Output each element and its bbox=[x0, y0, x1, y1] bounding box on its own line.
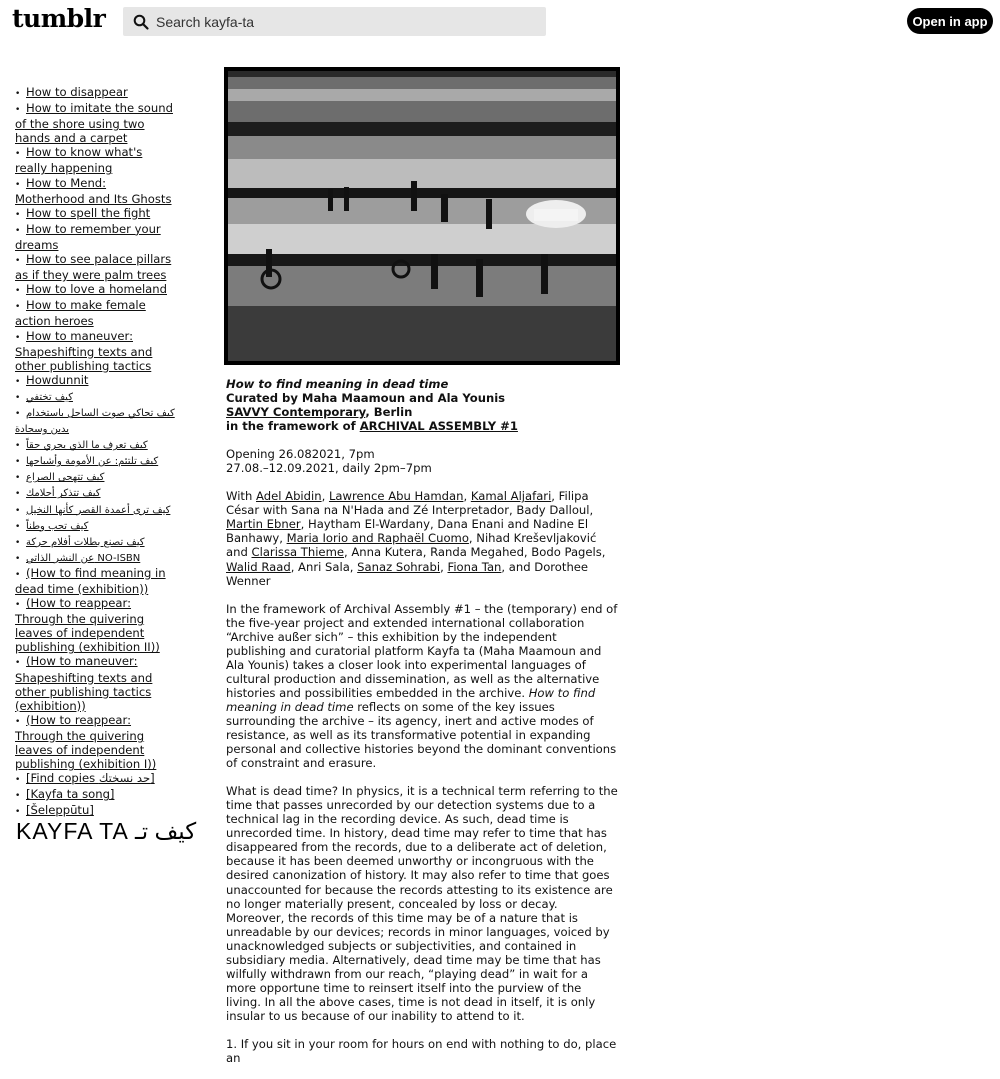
sidebar-item bbox=[15, 550, 175, 566]
sidebar-link[interactable]: كيف تتذكر أحلامك bbox=[26, 488, 101, 500]
sidebar-link[interactable]: [Šeleppūtu] bbox=[26, 803, 94, 818]
bullet: • bbox=[15, 775, 21, 786]
sidebar-item bbox=[15, 437, 175, 453]
bullet: • bbox=[15, 105, 21, 116]
sidebar-item bbox=[15, 534, 175, 550]
sidebar-link[interactable]: How to make female action heroes bbox=[15, 298, 146, 329]
sidebar-link[interactable]: (How to reappear: Through the quivering leaves of independent publishing (exhibition I)) bbox=[15, 712, 157, 772]
bullet: • bbox=[15, 376, 21, 387]
artist-link[interactable]: Maria Iorio and Raphaël Cuomo bbox=[286, 531, 469, 546]
framework-prefix: in the framework of bbox=[226, 419, 360, 434]
sidebar-item bbox=[15, 566, 175, 596]
sidebar-link[interactable]: كيف تتهجى الصراع bbox=[26, 472, 105, 484]
sidebar-item bbox=[15, 596, 175, 654]
sidebar-item bbox=[15, 453, 175, 469]
bullet: • bbox=[15, 89, 21, 99]
bullet: • bbox=[15, 791, 21, 802]
post-title bbox=[226, 377, 618, 391]
open-in-app-button[interactable]: Open in app bbox=[907, 8, 993, 34]
sidebar-item bbox=[15, 282, 175, 298]
with-prefix: With bbox=[226, 489, 257, 504]
sidebar-link[interactable]: Howdunnit bbox=[26, 372, 89, 387]
sidebar-link[interactable]: كيف ترى أعمدة القصر كأنها النخيل bbox=[26, 504, 171, 516]
photo-collage-image bbox=[226, 69, 618, 363]
sidebar-link[interactable]: How to see palace pillars as if they were palm trees bbox=[15, 252, 172, 283]
bullet: • bbox=[15, 553, 21, 564]
intro-text: In the framework of Archival Assembly #1 – the (temporary) end of the five-year project and extended international collaboration “Archive außer sich” – this exhibition by the independent publishing and curatorial platform Kayfa ta (Maha Maamoun and Ala Younis) takes a closer look into experimental languages of cultural production and dissemination, as well as the alternative histories and possibilities embedded in the archive. bbox=[226, 601, 618, 700]
sidebar-item bbox=[15, 373, 175, 389]
post-photo[interactable] bbox=[226, 69, 618, 363]
bullet: • bbox=[15, 408, 21, 419]
sidebar-link[interactable]: How to imitate the sound of the shore using two hands and a carpet bbox=[15, 101, 173, 146]
venue-line bbox=[226, 405, 618, 419]
sidebar-item bbox=[15, 145, 175, 175]
bullet: • bbox=[15, 489, 21, 500]
framework-link[interactable]: ARCHIVAL ASSEMBLY #1 bbox=[359, 419, 518, 434]
artist-link[interactable]: Martin Ebner bbox=[226, 517, 301, 532]
bullet: • bbox=[15, 569, 21, 580]
participants-text: , Haytham El-Wardany, Dana Enani and Nadine El Banhawy, bbox=[226, 517, 589, 546]
tumblr-logo[interactable]: tumblr bbox=[12, 4, 106, 33]
search-icon bbox=[126, 7, 156, 36]
search-input[interactable] bbox=[156, 14, 536, 30]
bullet: • bbox=[15, 505, 21, 516]
sidebar-item bbox=[15, 787, 175, 803]
sidebar-item bbox=[15, 298, 175, 328]
bullet: • bbox=[15, 521, 21, 532]
intro-paragraph bbox=[226, 602, 618, 771]
sidebar-link[interactable]: [Kayfa ta song] bbox=[26, 787, 115, 802]
venue-suffix: , Berlin bbox=[365, 405, 413, 420]
dates-paragraph bbox=[226, 447, 618, 475]
bullet: • bbox=[15, 286, 21, 297]
sidebar-item bbox=[15, 405, 175, 437]
sidebar-item bbox=[15, 485, 175, 501]
list-paragraph: 1. If you sit in your room for hours on end with nothing to do, place an bbox=[226, 1036, 617, 1066]
sidebar-item bbox=[15, 206, 175, 222]
sidebar-link[interactable]: How to spell the fight bbox=[26, 205, 151, 220]
bullet: • bbox=[15, 302, 21, 313]
bullet: • bbox=[15, 179, 21, 190]
artist-link[interactable]: Adel Abidin bbox=[256, 489, 322, 504]
sidebar-item bbox=[15, 329, 175, 373]
sidebar-link[interactable]: How to maneuver: Shapeshifting texts and other publishing tactics bbox=[15, 328, 153, 373]
artist-link[interactable]: Lawrence Abu Hamdan bbox=[328, 489, 464, 504]
participants-paragraph: With Adel Abidin, Lawrence Abu Hamdan, Kamal Aljafari, Filipa César with Sana na N'Hada and Zé Interpretador, Bady Dalloul, Martin Ebner, Haytham El-Wardany, Dana Enani and Nadine El Banhawy, Maria Iorio and Raphaël Cuomo, Nihad Kreševljaković and Clarissa Thieme, Anna Kutera, Randa Megahed, Bodo Pagels, Walid Raad, Anri Sala, Sanaz Sohrabi, Fiona Tan, and Dorothee Wenner bbox=[226, 489, 606, 588]
bullet: • bbox=[15, 256, 21, 267]
post-title-text: How to find meaning in dead time bbox=[226, 377, 449, 391]
sidebar-link[interactable]: كيف تلتئم: عن الأمومة وأشباحها bbox=[26, 456, 159, 468]
bullet: • bbox=[15, 600, 21, 611]
bullet: • bbox=[15, 225, 21, 236]
sidebar-link[interactable]: كيف تعرف ما الذي يجري حقاً bbox=[26, 440, 148, 452]
bullet: • bbox=[15, 149, 21, 160]
bullet: • bbox=[15, 716, 21, 727]
search-bar[interactable] bbox=[123, 7, 546, 36]
sidebar-link[interactable]: كيف تحاكي صوت الساحل باستخدام يدين وسجادة bbox=[15, 407, 175, 436]
bullet: • bbox=[15, 537, 21, 548]
venue-link[interactable]: SAVVY Contemporary bbox=[226, 405, 366, 420]
sidebar-item bbox=[15, 85, 175, 101]
sidebar-link[interactable]: كيف تختفي bbox=[26, 391, 73, 403]
sidebar-link[interactable]: عن النشر الذاتي NO-ISBN bbox=[26, 552, 141, 564]
participants-text: , Anri Sala, bbox=[290, 559, 358, 574]
bullet: • bbox=[15, 392, 21, 403]
participants-text: , Filipa César with Sana na N'Hada and Zé Interpretador, Bady Dalloul, bbox=[226, 489, 594, 518]
bullet: • bbox=[15, 807, 21, 818]
participants-text: , Anna Kutera, Randa Megahed, Bodo Pagels, bbox=[344, 545, 606, 560]
dates-text: 27.08.–12.09.2021, daily 2pm–7pm bbox=[226, 461, 432, 476]
sidebar-link[interactable]: (How to reappear: Through the quivering leaves of independent publishing (exhibition II)) bbox=[15, 596, 160, 655]
participants-text: , and Dorothee Wenner bbox=[226, 559, 589, 588]
sidebar-link[interactable]: How to love a homeland bbox=[26, 282, 167, 297]
sidebar-item bbox=[15, 252, 175, 282]
bullet: • bbox=[15, 441, 21, 452]
sidebar-link[interactable]: How to remember your dreams bbox=[15, 221, 161, 252]
sidebar-link[interactable]: كيف تحب وطناً bbox=[26, 520, 89, 532]
curators-line: Curated by Maha Maamoun and Ala Younis bbox=[226, 391, 506, 406]
artist-link[interactable]: Walid Raad bbox=[226, 559, 291, 574]
participants-text: , Nihad Kreševljaković and bbox=[226, 531, 597, 560]
sidebar-nav bbox=[15, 85, 175, 820]
sidebar-link[interactable]: How to disappear bbox=[26, 85, 128, 99]
blog-brand-title: KAYFA TA كيف تـ bbox=[16, 818, 197, 844]
sidebar-item bbox=[15, 502, 175, 518]
bullet: • bbox=[15, 473, 21, 484]
sidebar-item bbox=[15, 176, 175, 206]
opening-text: Opening 26.082021, 7pm bbox=[226, 447, 375, 462]
sidebar-item bbox=[15, 222, 175, 252]
bullet: • bbox=[15, 332, 21, 343]
sidebar-item bbox=[15, 469, 175, 485]
post bbox=[226, 69, 618, 1079]
sidebar-item bbox=[15, 101, 175, 145]
sidebar bbox=[15, 85, 175, 820]
post-heading bbox=[226, 377, 618, 433]
dead-time-paragraph: What is dead time? In physics, it is a technical term referring to the time that passes unrecorded by our detection systems due to a technical lag in the recording device. As such, dead time is unrecorded time. In history, dead time may refer to time that has disappeared from the records, due to a deliberate act of deletion, because it has been deemed unworthy or incongruous with the desired canonization of history. It may also refer to time that goes unaccounted for because the records attesting to its existence are no longer materially present, concealed by loss or decay. Moreover, the records of this time may be of a nature that is unreadable by our devices; records in minor languages, voiced by unacknowledged subjects or subjectivities, and contained in subsidiary media. Alternatively, dead time may be time that has wilfully withdrawn from our reach, “playing dead” in wait for a more opportune time to reinsert itself into the purview of the living. In all the above cases, time is not dead in itself, it is only insular to us because of our inability to attend to it. bbox=[226, 784, 618, 1023]
framework-line bbox=[226, 419, 618, 433]
bullet: • bbox=[15, 209, 21, 220]
sidebar-link[interactable]: كيف تصنع بطلات أفلام حركة bbox=[26, 536, 145, 548]
post-body bbox=[226, 377, 618, 1065]
artist-link[interactable]: Sanaz Sohrabi bbox=[357, 559, 441, 574]
sidebar-item bbox=[15, 389, 175, 405]
bullet: • bbox=[15, 457, 21, 468]
intro-text: reflects on some of the key issues surrounding the archive – its agency, inert and active modes of resistance, as well as its transformative potential in expanding personal and collective histories beyond the dominant conventions of constraint and erasure. bbox=[226, 699, 617, 771]
sidebar-link[interactable]: How to know what's really happening bbox=[15, 145, 143, 176]
top-bar bbox=[0, 0, 1000, 44]
bullet: • bbox=[15, 658, 21, 669]
sidebar-link[interactable]: (How to find meaning in dead time (exhibition)) bbox=[15, 565, 166, 596]
artist-link[interactable]: Clarissa Thieme bbox=[251, 545, 344, 560]
sidebar-link[interactable]: (How to maneuver: Shapeshifting texts and other publishing tactics (exhibition)) bbox=[15, 654, 153, 713]
artist-link[interactable]: Fiona Tan bbox=[447, 559, 502, 574]
sidebar-item bbox=[15, 518, 175, 534]
sidebar-link[interactable]: [Find copies جد نسختك] bbox=[26, 771, 155, 786]
artist-link[interactable]: Kamal Aljafari bbox=[470, 489, 552, 504]
sidebar-link[interactable]: How to Mend: Motherhood and Its Ghosts bbox=[15, 175, 172, 206]
sidebar-item bbox=[15, 771, 175, 787]
sidebar-item bbox=[15, 654, 175, 712]
intro-emphasis: How to find meaning in dead time bbox=[226, 685, 596, 714]
sidebar-item bbox=[15, 713, 175, 771]
